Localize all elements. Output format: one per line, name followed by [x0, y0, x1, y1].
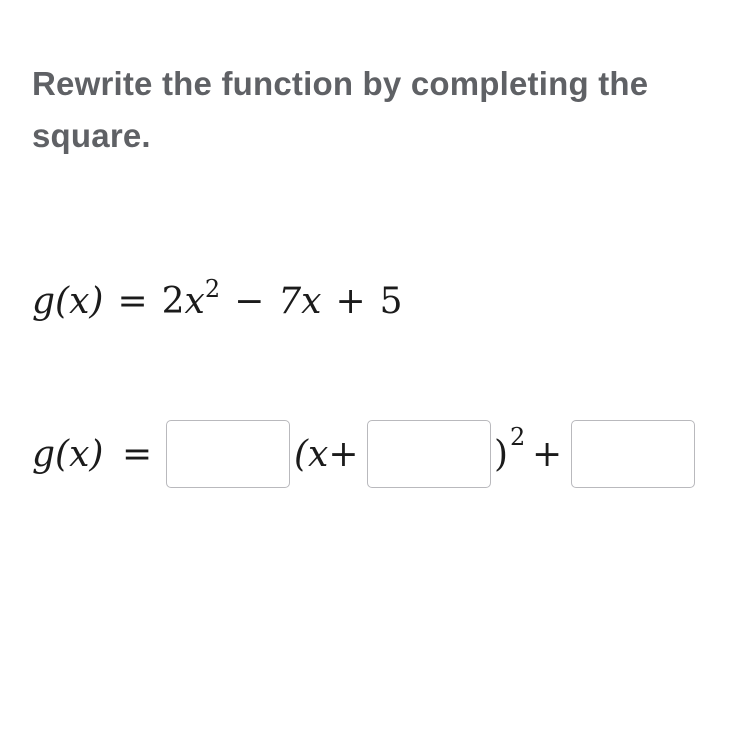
given-plus: +: [335, 281, 366, 322]
answer-open-paren: (x+: [294, 434, 359, 475]
given-equals: =: [117, 281, 148, 322]
shift-input[interactable]: [367, 420, 491, 488]
given-lhs: g(x): [32, 281, 104, 322]
answer-equals: =: [122, 434, 153, 475]
coefficient-input[interactable]: [166, 420, 290, 488]
answer-plus: +: [532, 434, 563, 475]
given-constant: 5: [379, 281, 403, 322]
given-exponent: 2: [204, 275, 221, 303]
answer-lhs: g(x): [32, 434, 104, 475]
given-minus: −: [234, 281, 265, 322]
constant-input[interactable]: [571, 420, 695, 488]
given-equation: [32, 266, 403, 322]
given-var: x: [184, 281, 205, 322]
answer-close-paren: ): [494, 434, 509, 475]
answer-exponent: 2: [510, 423, 526, 451]
given-coef: 2: [161, 281, 185, 322]
question-prompt: Rewrite the function by completing the square.: [32, 65, 649, 154]
given-term2: 7x: [278, 281, 322, 322]
